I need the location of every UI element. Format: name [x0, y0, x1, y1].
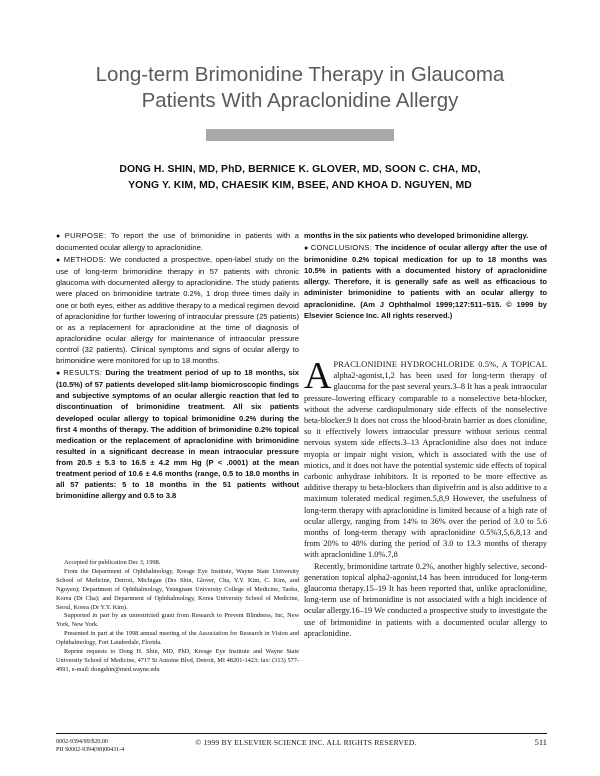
- title-divider-bar: [206, 129, 394, 141]
- abstract-purpose: ● PURPOSE: To report the use of brimonidine in patients with a documented ocular allergy to apraclonidine.: [56, 231, 300, 253]
- abstract-results-continued: months in the six patients who developed brimonidine allergy.: [304, 231, 529, 240]
- footnotes: [56, 559, 299, 675]
- bullet-icon: ●: [56, 257, 62, 265]
- article-title: [40, 62, 560, 114]
- abstract-right-column: [304, 230, 547, 322]
- page-number: 511: [534, 737, 547, 747]
- body-paragraph-2: Recently, brimonidine tartrate 0.2%, another highly selective, second-generation topical alpha2-agonist,14 has been introduced for long-term glaucoma therapy.15–19 It has been reported that, unlike apraclonidine, long-term use of brimonidine is not associated with a high incidence of ocular allergy.16–19 We conducted a prospective study to investigate the use of brimonidine in patients with a documented ocular allergy to apraclonidine.: [304, 561, 547, 638]
- title-line-2: Patients With Apraclonidine Allergy: [141, 89, 459, 112]
- body-paragraph-1-text: alpha2-agonist,1,2 has been used for long-term therapy of glaucoma for the past several years.3–8 It has a peak intraocular pressure–lowering efficacy comparable to a nonselective beta-blocker, without the adverse cardiopulmonary side effects of the nonselective beta-blocker.9 It does not cross the blood-brain barrier as does clonidine, so it effectively lowers intraocular pressure without serious central nervous system side effects.3–13 Apraclonidine also does not induce myopia or impair night vision, which is associated with the use of miotics, and it does not have the potential systemic side effects of topical carbonic anhydrase inhibitors. It is reported to be more effective as additive therapy to beta-blockers than dipivefrin and is also additive to a maximum tolerated medical regimen.5,8,9 However, the usefulness of long-term therapy with apraclonidine is limited because of a high rate of ocular allergy, ranging from 14% to 36% over the period of 3.0 to 5.6 months of long-term therapy with apraclonidine 0.5%3,5,6,8,13 and from 20% to 48% during the period of 3.0 to 13.3 months of therapy with apraclonidine 1.0%.7,8: [304, 371, 547, 560]
- body-paragraph-1: [304, 355, 547, 561]
- footer-rule: [56, 733, 547, 734]
- abstract-citation: (Am J Ophthalmol 1999;127:511–515. © 1999 by Elsevier Science Inc. All rights reserved.): [304, 299, 547, 320]
- footer-pii-code: PII S0002-9394(98)00431-4: [56, 747, 125, 753]
- footnote-support: Supported in part by an unrestricted grant from Research to Prevent Blindness, Inc, New York, New York.: [56, 612, 299, 629]
- footer-codes: [56, 738, 124, 754]
- footnote-reprints: Reprint requests to Dong H. Shin, MD, PhD, Kresge Eye Institute and Wayne State University School of Medicine, 4717 St Antoine Blvd, Detroit, MI 48201-1423; fax: (313) 577-4991, e-mail: dongshin@med.wayne.edu: [56, 648, 299, 673]
- footer-issn-code: 0002-9394/99/$20.00: [56, 739, 108, 745]
- footnote-presented: Presented in part at the 1998 annual meeting of the Association for Research in Vision and Ophthalmology, Fort Lauderdale, Florida.: [56, 630, 299, 647]
- abstract-conclusions: ● CONCLUSIONS: The incidence of ocular allergy after the use of brimonidine 0.2% topical medication for up to 18 months was 10.5% in patients with a documented history of apraclonidine allergy. Therefore, it is generally safe as well as efficacious to administer brimonidine to patients with an ocular allergy to apraclonidine. (Am J Ophthalmol 1999;127:511–515. © 1999 by Elsevier Science Inc. All rights reserved.): [304, 243, 547, 320]
- bullet-icon: ●: [56, 233, 63, 240]
- drop-cap: A: [304, 355, 332, 397]
- bullet-icon: ●: [304, 245, 309, 253]
- bullet-icon: ●: [56, 370, 62, 378]
- footnote-accepted: Accepted for publication Dec 3, 1998.: [64, 559, 161, 566]
- author-list: [40, 162, 560, 194]
- footnote-affiliations: From the Department of Ophthalmology, Kresge Eye Institute, Wayne State University School of Medicine, Detroit, Michigan (Drs Shin, Glover, Cha, Y.Y. Kim, C. Kim, and Nguyen); Department of Ophthalmology, Yeungnam University College of Medicine, Taeku, Korea (Dr Cha); and Department of Ophthalmology, Korea University School of Medicine, Seoul, Korea (Dr Y.Y. Kim).: [56, 567, 299, 611]
- footer-copyright: © 1999 BY ELSEVIER SCIENCE INC. ALL RIGHTS RESERVED.: [195, 738, 417, 747]
- lead-in-smallcaps: PRACLONIDINE HYDROCHLORIDE 0.5%, A TOPICAL: [333, 360, 547, 369]
- authors-line-1: DONG H. SHIN, MD, PhD, BERNICE K. GLOVER, MD, SOON C. CHA, MD,: [119, 164, 481, 175]
- title-line-1: Long-term Brimonidine Therapy in Glaucoma: [95, 63, 505, 86]
- abstract-results: ● RESULTS: During the treatment period of up to 18 months, six (10.5%) of 57 patients developed slit-lamp biomicroscopic findings and subjective symptoms of an ocular allergic reaction that led to discontinuation of brimonidine treatment. All six patients developed ocular allergy to topical brimonidine 0.2% during the first 4 months of therapy. The addition of brimonidine 0.2% topical medication or the replacement of apraclonidine with brimonidine resulted in a significant decrease in mean intraocular pressure from 20.5 ± 5.3 to 16.5 ± 4.2 mm Hg (P < .0001) at the mean treatment period of 10.6 ± 4.6 months (range, 0.5 to 18.0 months in all 57 patients: 5 to 18 months in the 51 patients without brimonidine allergy and 0.5 to 3.8: [56, 368, 299, 501]
- authors-line-2: YONG Y. KIM, MD, CHAESIK KIM, BSEE, AND KHOA D. NGUYEN, MD: [128, 180, 472, 191]
- article-body: [304, 355, 547, 639]
- abstract-methods: ● METHODS: We conducted a prospective, open-label study on the use of long-term brimonidine therapy in 57 patients with chronic glaucoma with documented allergy to apraclonidine. The study patients were placed on brimonidine tartrate 0.2%, 1 drop three times daily in one or both eyes, either as additive therapy to a medical regimen devoid of apraclonidine for further lowering of intraocular pressure (25 patients) or as a replacement for apraclonidine at the time of diagnosis of apraclonidine ocular allergy for maintenance of intraocular pressure control (32 patients). Clinical symptoms and signs of ocular allergy to brimonidine were monitored for up to 18 months.: [56, 255, 299, 366]
- abstract-left-column: [56, 230, 299, 502]
